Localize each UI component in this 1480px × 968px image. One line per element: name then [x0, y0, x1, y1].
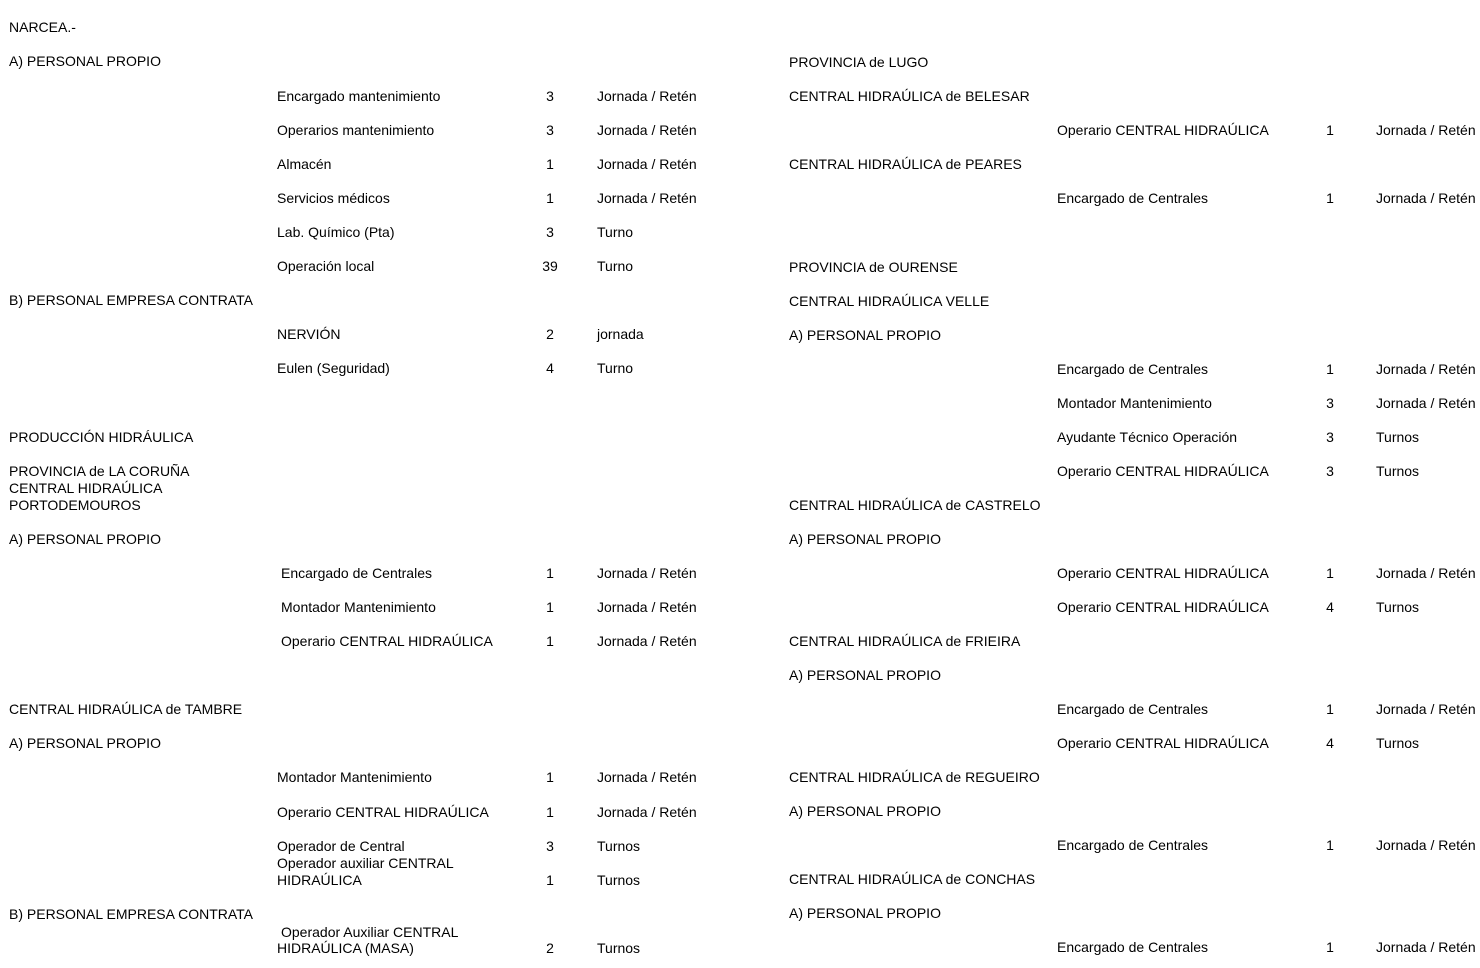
- central-heading-regueiro: CENTRAL HIDRAÚLICA de REGUEIRO: [789, 769, 1040, 785]
- row-schedule: Turnos: [1376, 735, 1420, 751]
- section-title-produccion: PRODUCCIÓN HIDRÁULICA: [9, 429, 194, 445]
- row-role: Encargado mantenimiento: [277, 88, 441, 104]
- central-heading-conchas: CENTRAL HIDRAÚLICA de CONCHAS: [789, 871, 1036, 887]
- row-schedule: Turnos: [597, 940, 641, 956]
- section-heading-contrata: B) PERSONAL EMPRESA CONTRATA: [9, 292, 254, 308]
- row-count: 1: [546, 565, 554, 581]
- row-schedule: Jornada / Retén: [1376, 122, 1476, 138]
- section-heading-personal-propio: A) PERSONAL PROPIO: [789, 531, 941, 547]
- row-count: 2: [546, 940, 554, 956]
- row-schedule: Jornada / Retén: [1376, 939, 1476, 955]
- row-role: Encargado de Centrales: [1057, 939, 1208, 955]
- section-heading-contrata: B) PERSONAL EMPRESA CONTRATA: [9, 906, 254, 922]
- row-count: 1: [546, 804, 554, 820]
- row-count: 1: [1326, 565, 1334, 581]
- row-count: 3: [546, 122, 554, 138]
- row-role: Operador de Central: [277, 838, 405, 854]
- row-count: 1: [546, 599, 554, 615]
- row-role: Encargado de Centrales: [1057, 837, 1208, 853]
- central-heading-frieira: CENTRAL HIDRAÚLICA de FRIEIRA: [789, 633, 1021, 649]
- central-heading-tambre: CENTRAL HIDRAÚLICA de TAMBRE: [9, 701, 243, 717]
- row-count: 3: [546, 838, 554, 854]
- row-role: Almacén: [277, 156, 332, 172]
- row-schedule: Jornada / Retén: [597, 190, 697, 206]
- row-count: 1: [546, 872, 554, 888]
- row-role: Lab. Químico (Pta): [277, 224, 395, 240]
- central-heading-peares: CENTRAL HIDRAÚLICA de PEARES: [789, 156, 1022, 172]
- row-count: 4: [1326, 735, 1334, 751]
- row-schedule: Jornada / Retén: [597, 769, 697, 785]
- section-heading-personal-propio: A) PERSONAL PROPIO: [789, 327, 941, 343]
- row-role: Encargado de Centrales: [1057, 190, 1208, 206]
- section-heading-personal-propio: A) PERSONAL PROPIO: [789, 905, 941, 921]
- row-schedule: Turnos: [597, 838, 641, 854]
- row-schedule: Jornada / Retén: [1376, 190, 1476, 206]
- row-count: 1: [1326, 122, 1334, 138]
- row-count: 4: [1326, 599, 1334, 615]
- section-title-narcea: NARCEA.-: [9, 19, 76, 35]
- row-schedule: Jornada / Retén: [597, 804, 697, 820]
- row-count: 2: [546, 326, 554, 342]
- row-role: Ayudante Técnico Operación: [1057, 429, 1238, 445]
- row-role: Operarios mantenimiento: [277, 122, 435, 138]
- row-count: 1: [546, 633, 554, 649]
- row-role: Encargado de Centrales: [1057, 701, 1208, 717]
- row-role: Montador Mantenimiento: [1057, 395, 1212, 411]
- row-role: Montador Mantenimiento: [277, 769, 432, 785]
- central-name-portodemouros: PORTODEMOUROS: [9, 497, 141, 513]
- row-schedule: Jornada / Retén: [597, 565, 697, 581]
- row-count: 1: [546, 190, 554, 206]
- row-count: 1: [546, 156, 554, 172]
- row-count: 3: [546, 88, 554, 104]
- row-schedule: Jornada / Retén: [597, 122, 697, 138]
- row-role: Encargado de Centrales: [281, 565, 432, 581]
- row-role: Operario CENTRAL HIDRAÚLICA: [277, 804, 489, 820]
- row-role: Operario CENTRAL HIDRAÚLICA: [1057, 599, 1269, 615]
- row-schedule: Jornada / Retén: [597, 633, 697, 649]
- row-role: Eulen (Seguridad): [277, 360, 390, 376]
- row-count: 3: [1326, 395, 1334, 411]
- province-heading-ourense: PROVINCIA de OURENSE: [789, 259, 958, 275]
- row-schedule: Jornada / Retén: [597, 599, 697, 615]
- row-schedule: Jornada / Retén: [1376, 361, 1476, 377]
- row-role: Operario CENTRAL HIDRAÚLICA: [1057, 735, 1269, 751]
- row-role-line1: Operador Auxiliar CENTRAL: [281, 924, 459, 940]
- row-count: 1: [1326, 701, 1334, 717]
- row-schedule: Jornada / Retén: [597, 88, 697, 104]
- row-schedule: Jornada / Retén: [1376, 837, 1476, 853]
- section-heading-personal-propio: A) PERSONAL PROPIO: [9, 531, 161, 547]
- row-count: 4: [546, 360, 554, 376]
- row-role: Operario CENTRAL HIDRAÚLICA: [1057, 122, 1269, 138]
- row-schedule: Turno: [597, 360, 634, 376]
- row-schedule: jornada: [597, 326, 644, 342]
- row-count: 1: [1326, 361, 1334, 377]
- row-schedule: Jornada / Retén: [597, 156, 697, 172]
- row-schedule: Turno: [597, 224, 634, 240]
- row-schedule: Jornada / Retén: [1376, 565, 1476, 581]
- section-heading-personal-propio: A) PERSONAL PROPIO: [789, 803, 941, 819]
- row-role: Montador Mantenimiento: [281, 599, 436, 615]
- central-heading-velle: CENTRAL HIDRAÚLICA VELLE: [789, 293, 990, 309]
- row-count: 3: [1326, 429, 1334, 445]
- row-count: 3: [546, 224, 554, 240]
- row-count: 3: [1326, 463, 1334, 479]
- row-role: Encargado de Centrales: [1057, 361, 1208, 377]
- central-label: CENTRAL HIDRAÚLICA: [9, 480, 163, 496]
- row-role: NERVIÓN: [277, 326, 341, 342]
- row-role: Servicios médicos: [277, 190, 390, 206]
- row-count: 39: [542, 258, 558, 274]
- row-schedule: Jornada / Retén: [1376, 395, 1476, 411]
- section-heading-personal-propio: A) PERSONAL PROPIO: [9, 735, 161, 751]
- row-role: Operación local: [277, 258, 375, 274]
- row-role-line2: HIDRAÚLICA: [277, 872, 362, 888]
- row-schedule: Turnos: [1376, 429, 1420, 445]
- row-count: 1: [546, 769, 554, 785]
- row-count: 1: [1326, 837, 1334, 853]
- row-count: 1: [1326, 939, 1334, 955]
- row-schedule: Turno: [597, 258, 634, 274]
- central-heading-castrelo: CENTRAL HIDRAÚLICA de CASTRELO: [789, 497, 1041, 513]
- province-heading-coruna: PROVINCIA de LA CORUÑA: [9, 463, 190, 479]
- row-role: Operario CENTRAL HIDRAÚLICA: [1057, 463, 1269, 479]
- central-heading-belesar: CENTRAL HIDRAÚLICA de BELESAR: [789, 88, 1030, 104]
- row-role: Operario CENTRAL HIDRAÚLICA: [1057, 565, 1269, 581]
- row-role-line1: Operador auxiliar CENTRAL: [277, 855, 454, 871]
- row-schedule: Jornada / Retén: [1376, 701, 1476, 717]
- row-schedule: Turnos: [1376, 599, 1420, 615]
- province-heading-lugo: PROVINCIA de LUGO: [789, 54, 929, 70]
- row-role-line2: HIDRAÚLICA (MASA): [277, 940, 414, 956]
- row-role: Operario CENTRAL HIDRAÚLICA: [281, 633, 493, 649]
- section-heading-personal-propio: A) PERSONAL PROPIO: [789, 667, 941, 683]
- row-schedule: Turnos: [1376, 463, 1420, 479]
- row-count: 1: [1326, 190, 1334, 206]
- section-heading-personal-propio: A) PERSONAL PROPIO: [9, 53, 161, 69]
- row-schedule: Turnos: [597, 872, 641, 888]
